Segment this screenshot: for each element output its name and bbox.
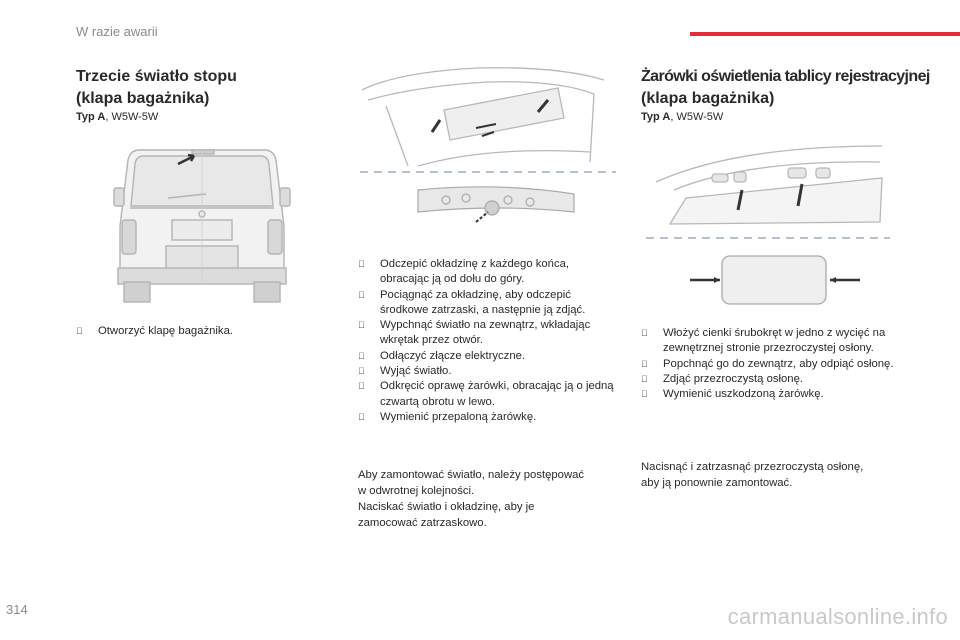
list-item: Wypchnąć światło na zewnątrz, wkładając wkrętak przez otwór. xyxy=(358,318,620,349)
right-type-label: Typ A xyxy=(641,111,671,123)
list-item: Zdjąć przezroczystą osłonę. xyxy=(641,372,903,387)
left-type-label: Typ A xyxy=(76,111,106,123)
middle-note-line: zamocować zatrzaskowo. xyxy=(358,517,487,529)
bullet-icon xyxy=(641,387,648,402)
bullet-icon xyxy=(358,379,365,394)
watermark: carmanualsonline.info xyxy=(727,604,948,629)
bullet-icon xyxy=(76,324,83,339)
left-section-title xyxy=(76,66,237,110)
bullet-icon xyxy=(641,326,648,341)
list-item: Odłączyć złącze elektryczne. xyxy=(358,349,620,364)
bullet-icon xyxy=(358,288,365,303)
third-stop-light-illustration xyxy=(358,66,620,236)
list-item: Popchnąć go do zewnątrz, aby odpiąć osłonę. xyxy=(641,357,903,372)
list-item: Otworzyć klapę bagażnika. xyxy=(76,324,266,339)
middle-note xyxy=(358,467,620,531)
middle-note-line: w odwrotnej kolejności. xyxy=(358,485,475,497)
bullet-icon xyxy=(358,364,365,379)
list-item: Włożyć cienki śrubokręt w jedno z wycięć na zewnętrznej stronie przezroczystej osłony. xyxy=(641,326,903,357)
middle-steps xyxy=(358,257,620,425)
list-item: Odkręcić oprawę żarówki, obracając ją o jedną czwartą obrotu w lewo. xyxy=(358,379,620,410)
list-item: Odczepić okładzinę z każdego końca, obracając ją od dołu do góry. xyxy=(358,257,620,288)
bullet-icon xyxy=(358,349,365,364)
left-title-line1: Trzecie światło stopu xyxy=(76,68,237,85)
right-type-value: , W5W-5W xyxy=(670,111,724,123)
right-note-line: aby ją ponownie zamontować. xyxy=(641,477,793,489)
license-plate-light-illustration xyxy=(646,138,892,310)
right-steps xyxy=(641,326,903,402)
bullet-icon xyxy=(358,318,365,333)
van-rear-illustration xyxy=(108,142,296,304)
list-item: Wymienić uszkodzoną żarówkę. xyxy=(641,387,903,402)
right-section-title xyxy=(641,66,930,110)
middle-note-line: Naciskać światło i okładzinę, aby je xyxy=(358,501,535,513)
right-title-line2: (klapa bagażnika) xyxy=(641,90,775,107)
middle-note-line: Aby zamontować światło, należy postępować xyxy=(358,469,585,481)
left-type-line xyxy=(76,111,158,123)
left-type-value: , W5W-5W xyxy=(105,111,159,123)
bullet-icon xyxy=(358,410,365,425)
page-number: 314 xyxy=(6,602,28,617)
bullet-icon xyxy=(641,372,648,387)
right-title-line1: Żarówki oświetlenia tablicy rejestracyjnej xyxy=(641,68,930,85)
right-note-line: Nacisnąć i zatrzasnąć przezroczystą osłonę, xyxy=(641,461,864,473)
bullet-icon xyxy=(641,357,648,372)
list-item: Pociągnąć za okładzinę, aby odczepić środkowe zatrzaski, a następnie ją zdjąć. xyxy=(358,288,620,319)
list-item: Wyjąć światło. xyxy=(358,364,620,379)
accent-bar xyxy=(690,32,960,36)
right-type-line xyxy=(641,111,723,123)
right-note xyxy=(641,459,903,491)
list-item: Wymienić przepaloną żarówkę. xyxy=(358,410,620,425)
left-steps xyxy=(76,324,266,339)
section-header: W razie awarii xyxy=(76,24,158,39)
bullet-icon xyxy=(358,257,365,272)
left-title-line2: (klapa bagażnika) xyxy=(76,90,210,107)
